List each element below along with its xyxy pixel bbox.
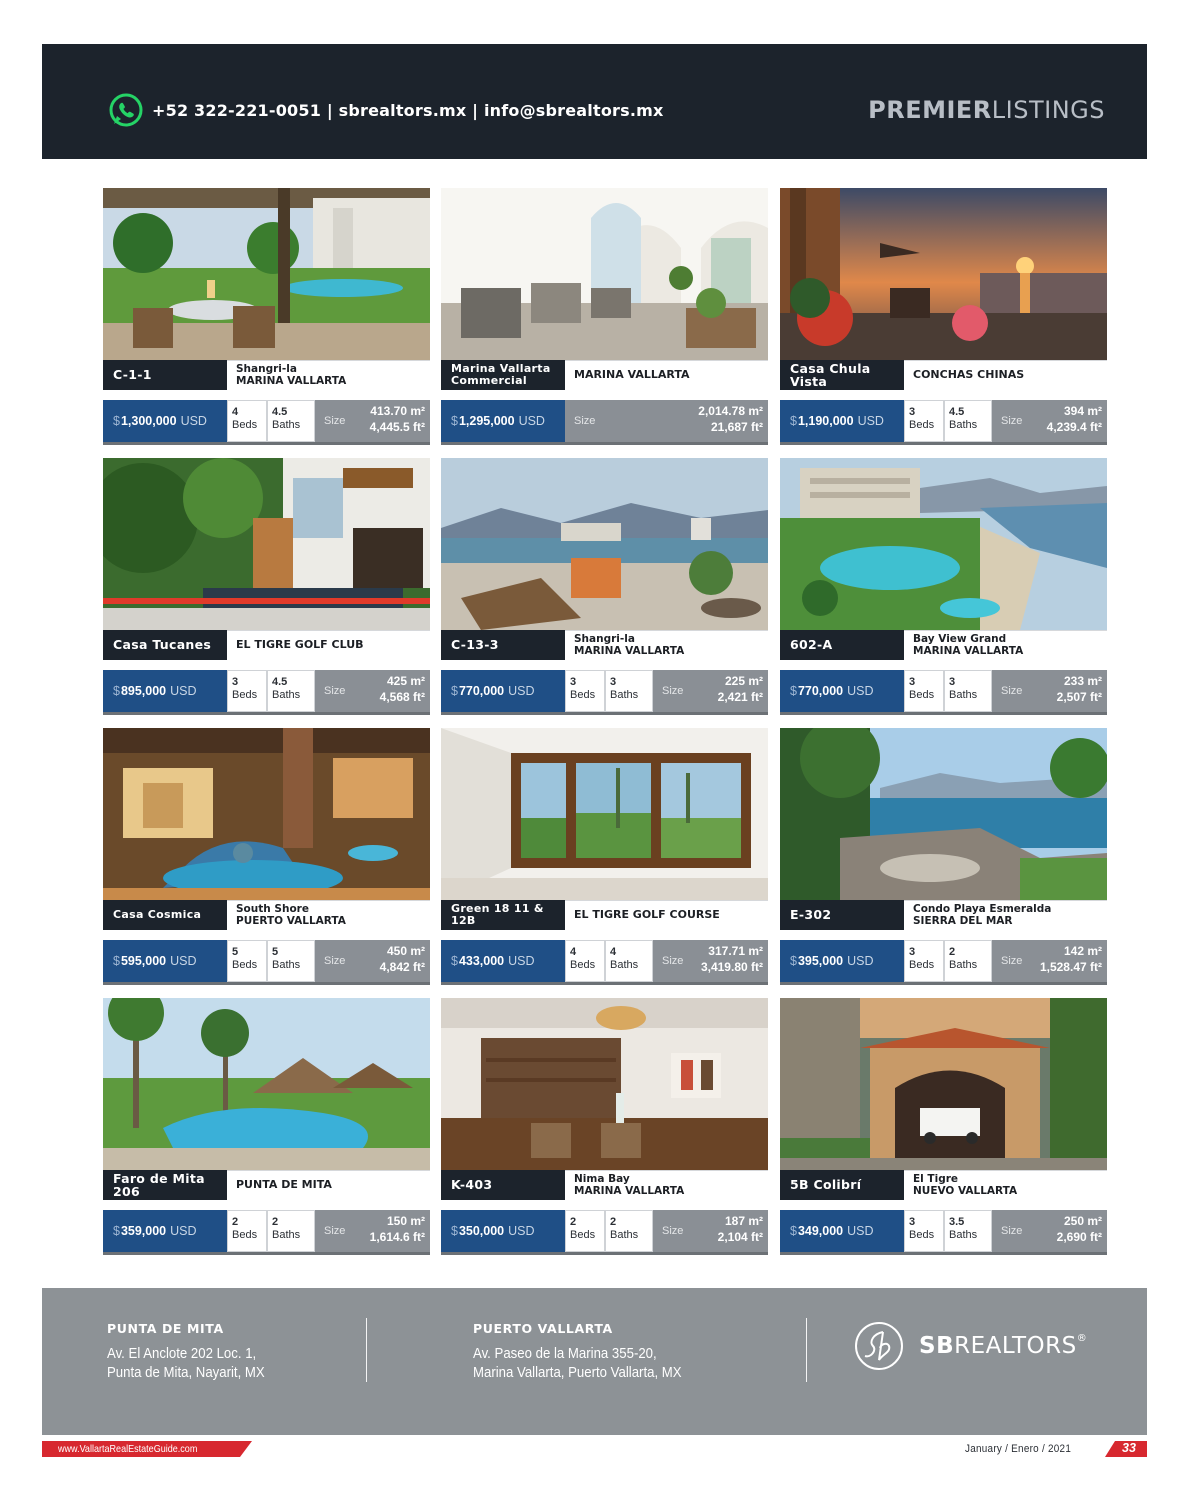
- listing-size: Size 233 m² 2,507 ft²: [992, 670, 1107, 712]
- listing-photo[interactable]: [780, 458, 1107, 630]
- listing-location: Condo Playa Esmeralda SIERRA DEL MAR: [904, 900, 1107, 930]
- header-bar: [42, 44, 1147, 159]
- listing-price: $ 395,000 USD: [780, 940, 904, 982]
- listing-beds: 3 Beds: [565, 670, 605, 712]
- listing-size: Size 413.70 m² 4,445.5 ft²: [315, 400, 430, 442]
- listing-size: Size 425 m² 4,568 ft²: [315, 670, 430, 712]
- listing-card[interactable]: [780, 728, 1107, 985]
- whatsapp-icon[interactable]: [108, 92, 144, 128]
- footer-divider: [366, 1318, 367, 1382]
- website-link[interactable]: www.VallartaRealEstateGuide.com: [58, 1443, 198, 1455]
- listing-beds: 4 Beds: [227, 400, 267, 442]
- office-address-line1: Av. Paseo de la Marina 355-20,: [473, 1345, 657, 1362]
- listing-size: Size 187 m² 2,104 ft²: [653, 1210, 768, 1252]
- listing-baths: 3.5 Baths: [944, 1210, 992, 1252]
- listing-card[interactable]: [441, 998, 768, 1255]
- listing-baths: 2 Baths: [267, 1210, 315, 1252]
- listing-price: $ 595,000 USD: [103, 940, 227, 982]
- listing-photo[interactable]: [441, 728, 768, 900]
- listing-location: MARINA VALLARTA: [565, 360, 768, 390]
- listing-location: South Shore PUERTO VALLARTA: [227, 900, 430, 930]
- listing-card[interactable]: [780, 998, 1107, 1255]
- brand-name: SBREALTORS®: [919, 1333, 1088, 1359]
- listing-size: Size 150 m² 1,614.6 ft²: [315, 1210, 430, 1252]
- listing-baths: 2 Baths: [944, 940, 992, 982]
- office-address-line1: Av. El Anclote 202 Loc. 1,: [107, 1345, 257, 1362]
- footer-divider: [806, 1318, 807, 1382]
- listing-location: Shangri-la MARINA VALLARTA: [227, 360, 430, 390]
- listing-code: Casa Chula Vista: [780, 360, 904, 390]
- listing-baths: 4.5 Baths: [944, 400, 992, 442]
- listing-price: $ 433,000 USD: [441, 940, 565, 982]
- listing-price: $ 350,000 USD: [441, 1210, 565, 1252]
- listing-photo[interactable]: [441, 188, 768, 360]
- listing-size: Size 394 m² 4,239.4 ft²: [992, 400, 1107, 442]
- listing-size: Size 225 m² 2,421 ft²: [653, 670, 768, 712]
- listing-price: $ 895,000 USD: [103, 670, 227, 712]
- listing-card[interactable]: [441, 458, 768, 715]
- listing-location: El Tigre NUEVO VALLARTA: [904, 1170, 1107, 1200]
- listing-size: Size 317.71 m² 3,419.80 ft²: [653, 940, 768, 982]
- listing-code: Faro de Mita 206: [103, 1170, 227, 1200]
- listing-price: $ 1,190,000 USD: [780, 400, 904, 442]
- listing-code: C-13-3: [441, 630, 565, 660]
- listing-code: E-302: [780, 900, 904, 930]
- office-punta-de-mita: [107, 1321, 286, 1383]
- sb-realtors-logo[interactable]: [853, 1320, 1087, 1372]
- listing-price: $ 359,000 USD: [103, 1210, 227, 1252]
- office-name: PUNTA DE MITA: [107, 1321, 224, 1336]
- listing-beds: 2 Beds: [227, 1210, 267, 1252]
- listing-beds: 3 Beds: [904, 400, 944, 442]
- listing-code: Casa Cosmica: [103, 900, 227, 930]
- listing-card[interactable]: [103, 728, 430, 985]
- listing-card[interactable]: [103, 998, 430, 1255]
- listing-location: Bay View Grand MARINA VALLARTA: [904, 630, 1107, 660]
- listing-baths: 3 Baths: [605, 670, 653, 712]
- listing-code: K-403: [441, 1170, 565, 1200]
- listing-baths: 4.5 Baths: [267, 400, 315, 442]
- listing-location: Nima Bay MARINA VALLARTA: [565, 1170, 768, 1200]
- listing-code: Green 18 11 & 12B: [441, 900, 565, 930]
- office-address-line2: Punta de Mita, Nayarit, MX: [107, 1363, 265, 1381]
- listing-card[interactable]: [103, 458, 430, 715]
- listing-code: C-1-1: [103, 360, 227, 390]
- listing-photo[interactable]: [441, 458, 768, 630]
- listing-beds: 3 Beds: [904, 940, 944, 982]
- listing-price: $ 349,000 USD: [780, 1210, 904, 1252]
- office-puerto-vallarta: [473, 1321, 710, 1383]
- listing-card[interactable]: [441, 728, 768, 985]
- listing-baths: 3 Baths: [944, 670, 992, 712]
- listing-price: $ 770,000 USD: [780, 670, 904, 712]
- listing-card[interactable]: [441, 188, 768, 445]
- listing-code: 602-A: [780, 630, 904, 660]
- listing-photo[interactable]: [103, 458, 430, 630]
- listing-size: Size 450 m² 4,842 ft²: [315, 940, 430, 982]
- listing-photo[interactable]: [780, 998, 1107, 1170]
- listing-card[interactable]: [780, 188, 1107, 445]
- listing-photo[interactable]: [780, 188, 1107, 360]
- listing-photo[interactable]: [103, 188, 430, 360]
- listing-location: PUNTA DE MITA: [227, 1170, 430, 1200]
- listing-beds: 4 Beds: [565, 940, 605, 982]
- contact-info: [108, 92, 664, 128]
- listing-card[interactable]: [103, 188, 430, 445]
- listing-beds: 3 Beds: [227, 670, 267, 712]
- listing-baths: 2 Baths: [605, 1210, 653, 1252]
- listing-location: EL TIGRE GOLF COURSE: [565, 900, 768, 930]
- listing-card[interactable]: [780, 458, 1107, 715]
- contact-text[interactable]: +52 322-221-0051 | sbrealtors.mx | info@sbrealtors.mx: [152, 100, 664, 120]
- listing-size: Size 2,014.78 m² 21,687 ft²: [565, 400, 768, 442]
- listing-beds: 2 Beds: [565, 1210, 605, 1252]
- listing-size: Size 142 m² 1,528.47 ft²: [992, 940, 1107, 982]
- listing-location: EL TIGRE GOLF CLUB: [227, 630, 430, 660]
- listing-location: Shangri-la MARINA VALLARTA: [565, 630, 768, 660]
- listing-price: $ 1,295,000 USD: [441, 400, 565, 442]
- listing-photo[interactable]: [103, 728, 430, 900]
- listing-code: 5B Colibrí: [780, 1170, 904, 1200]
- sb-monogram-icon: [853, 1320, 905, 1372]
- office-address-line2: Marina Vallarta, Puerto Vallarta, MX: [473, 1363, 682, 1381]
- office-name: PUERTO VALLARTA: [473, 1321, 613, 1336]
- listing-location: CONCHAS CHINAS: [904, 360, 1107, 390]
- listing-code: Casa Tucanes: [103, 630, 227, 660]
- listing-baths: 4.5 Baths: [267, 670, 315, 712]
- listing-photo[interactable]: [103, 998, 430, 1170]
- listing-beds: 3 Beds: [904, 670, 944, 712]
- listing-photo[interactable]: [780, 728, 1107, 900]
- listing-code: Marina Vallarta Commercial: [441, 360, 565, 390]
- page-number: 33: [1122, 1441, 1136, 1455]
- listing-beds: 5 Beds: [227, 940, 267, 982]
- footer-bar: [42, 1288, 1147, 1435]
- listing-photo[interactable]: [441, 998, 768, 1170]
- page-title: PREMIERLISTINGS: [868, 96, 1105, 124]
- listing-size: Size 250 m² 2,690 ft²: [992, 1210, 1107, 1252]
- listing-baths: 4 Baths: [605, 940, 653, 982]
- listing-baths: 5 Baths: [267, 940, 315, 982]
- listing-price: $ 1,300,000 USD: [103, 400, 227, 442]
- issue-date: January / Enero / 2021: [965, 1443, 1072, 1455]
- listing-price: $ 770,000 USD: [441, 670, 565, 712]
- listing-beds: 3 Beds: [904, 1210, 944, 1252]
